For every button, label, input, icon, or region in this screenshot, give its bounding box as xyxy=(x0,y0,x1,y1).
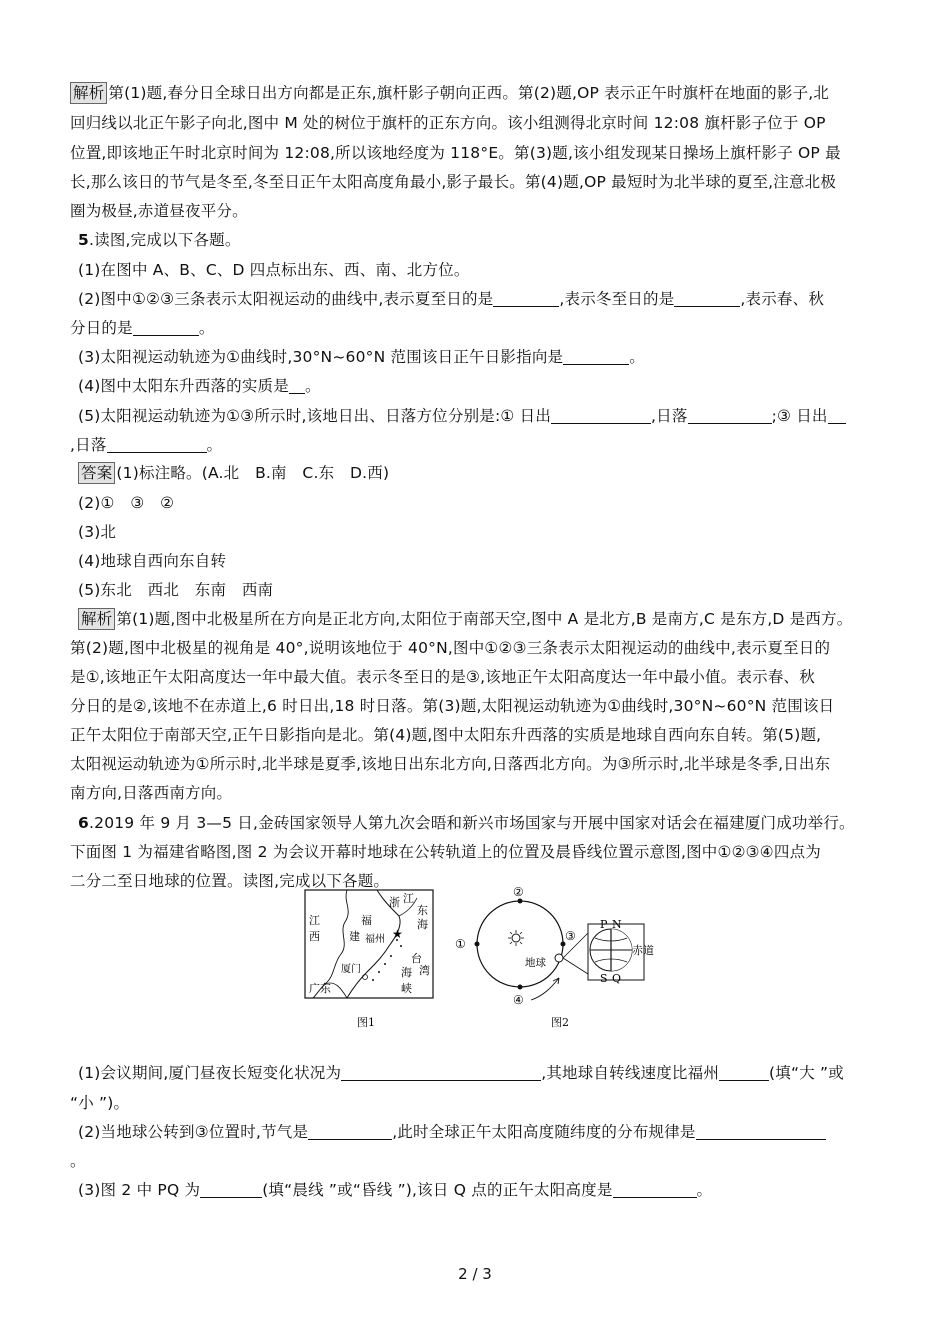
svg-text:①: ① xyxy=(455,937,466,951)
svg-text:地球: 地球 xyxy=(525,957,546,969)
analysis-line: 圈为极昼,赤道昼夜平分。 xyxy=(70,202,248,220)
question-6-part-2: (2)当地球公转到③位置时,节气是 ,此时全球正午太阳高度随纬度的分布规律是 xyxy=(78,1117,898,1147)
answer-blank[interactable] xyxy=(563,346,629,365)
answer-blank[interactable] xyxy=(107,434,207,453)
question-6-part-1-cont: “小 ”)。 xyxy=(70,1094,130,1112)
answer-tag: 答案 xyxy=(78,462,115,484)
sun-icon xyxy=(512,934,520,942)
answer-blank[interactable] xyxy=(493,288,559,307)
answer-blank[interactable] xyxy=(133,317,199,336)
svg-text:浙: 浙 xyxy=(389,896,400,909)
answer-blank[interactable] xyxy=(828,405,846,424)
earth-marker xyxy=(555,954,563,962)
svg-text:赤道: 赤道 xyxy=(632,944,654,957)
analysis-5-line: 是①,该地正午太阳高度达一年中最大值。表示冬至日的是③,该地正午太阳高度达一年中最小值。表示春、秋 xyxy=(70,668,815,686)
answer-5-line-4: (4)地球自西向东自转 xyxy=(78,552,227,570)
answer-blank[interactable] xyxy=(674,288,740,307)
svg-text:湾: 湾 xyxy=(419,964,430,977)
svg-text:广东: 广东 xyxy=(309,982,331,995)
analysis-line: 位置,即该地正午时北京时间为 12:08,所以该地经度为 118°E。第(3)题,该小组发现某日操场上旗杆影子 OP 最 xyxy=(70,144,841,162)
orbit-direction-arrow xyxy=(531,978,559,1000)
svg-text:西: 西 xyxy=(309,930,320,943)
figure-1-fujian-map xyxy=(305,890,433,1029)
question-6-part-1: (1)会议期间,厦门昼夜长短变化状况为 ,其地球自转线速度比福州 (填“大 ”或 xyxy=(78,1064,844,1082)
page-number: 2 / 3 xyxy=(458,1265,492,1283)
answer-5-line-1: 答案 (1)标注略。(A.北 B.南 C.东 D.西) xyxy=(78,458,898,488)
question-5-part-3: (3)太阳视运动轨迹为①曲线时,30°N~60°N 范围该日正午日影指向是 。 xyxy=(78,348,645,366)
svg-text:台: 台 xyxy=(411,952,422,965)
analysis-5-line: 分日的是②,该地不在赤道上,6 时日出,18 时日落。第(3)题,太阳视运动轨迹为①曲线时,30°N~60°N 范围该日 xyxy=(70,697,835,715)
question-6-figures xyxy=(295,880,675,1040)
svg-text:建: 建 xyxy=(349,930,360,943)
svg-text:P: P xyxy=(600,918,608,931)
answer-5-line-3: (3)北 xyxy=(78,523,117,541)
answer-blank[interactable] xyxy=(341,1062,541,1081)
question-6-stem-line: 二分二至日地球的位置。读图,完成以下各题。 xyxy=(70,872,390,890)
figure-2-caption: 图2 xyxy=(551,1016,569,1029)
analysis-5-line: 解析 第(1)题,图中北极星所在方向是正北方向,太阳位于南部天空,图中 A 是北方,B 是南方,C 是东方,D 是西方。 xyxy=(78,604,898,634)
svg-text:江: 江 xyxy=(309,914,320,927)
answer-blank[interactable] xyxy=(200,1179,262,1198)
svg-text:③: ③ xyxy=(565,929,576,943)
answer-blank[interactable] xyxy=(696,1121,826,1140)
question-6-part-2-cont: 。 xyxy=(70,1152,86,1170)
answer-blank[interactable] xyxy=(613,1179,697,1198)
analysis-tag: 解析 xyxy=(78,608,115,630)
svg-text:②: ② xyxy=(513,885,524,899)
answer-blank[interactable] xyxy=(308,1121,392,1140)
svg-text:峡: 峡 xyxy=(401,982,412,995)
svg-text:S: S xyxy=(600,972,608,985)
svg-text:福州: 福州 xyxy=(365,934,385,945)
svg-text:海: 海 xyxy=(401,966,412,979)
question-6-part-3: (3)图 2 中 PQ 为 (填“晨线 ”或“昏线 ”),该日 Q 点的正午太阳高度是 。 xyxy=(78,1181,713,1199)
analysis-5-line: 第(2)题,图中北极星的视角是 40°,说明该地位于 40°N,图中①②③三条表示太阳视运动的曲线中,表示夏至日的 xyxy=(70,639,831,657)
figure-1-caption: 图1 xyxy=(357,1016,375,1029)
analysis-line: 回归线以北正午影子向北,图中 M 处的树位于旗杆的正东方向。该小组测得北京时间 12:08 旗杆影子位于 OP xyxy=(70,114,826,132)
analysis-5-line: 南方向,日落西南方向。 xyxy=(70,784,233,802)
question-5-part-4: (4)图中太阳东升西落的实质是 。 xyxy=(78,377,321,395)
analysis-5-line: 太阳视运动轨迹为①所示时,北半球是夏季,该地日出东北方向,日落西北方向。为③所示时,北半球是冬季,日出东 xyxy=(70,755,831,773)
svg-text:Q: Q xyxy=(612,972,622,985)
answer-blank[interactable] xyxy=(289,375,305,394)
answer-5-line-5: (5)东北 西北 东南 西南 xyxy=(78,581,274,599)
question-6-stem-line: 下面图 1 为福建省略图,图 2 为会议开幕时地球在公转轨道上的位置及晨昏线位置示意图,图中①②③④四点为 xyxy=(70,843,821,861)
figure-2-orbit xyxy=(455,885,654,1029)
xiamen-marker xyxy=(363,975,368,980)
svg-text:厦门: 厦门 xyxy=(341,964,361,975)
orbit xyxy=(477,901,563,987)
analysis-tag: 解析 xyxy=(70,82,107,104)
question-5-part-1: (1)在图中 A、B、C、D 四点标出东、西、南、北方位。 xyxy=(78,261,470,279)
question-5-part-5: (5)太阳视运动轨迹为①③所示时,该地日出、日落方位分别是:① 日出 ,日落 ;③ 日出 xyxy=(78,401,898,431)
svg-text:海: 海 xyxy=(417,918,428,931)
answer-5-line-2: (2)① ③ ② xyxy=(78,494,175,512)
question-5-part-2-cont: 分日的是 。 xyxy=(70,319,215,337)
svg-text:福: 福 xyxy=(361,914,372,927)
analysis-line: 解析 第(1)题,春分日全球日出方向都是正东,旗杆影子朝向正西。第(2)题,OP 表示正午时旗杆在地面的影子,北 xyxy=(70,78,890,108)
answer-blank[interactable] xyxy=(719,1062,769,1081)
answer-blank[interactable] xyxy=(688,405,772,424)
fuzhou-star-icon: ★ xyxy=(392,927,403,941)
svg-text:④: ④ xyxy=(513,993,524,1007)
svg-text:江: 江 xyxy=(403,892,414,905)
svg-text:东: 东 xyxy=(417,904,428,917)
question-6-stem: 6.2019 年 9 月 3—5 日,金砖国家领导人第九次会晤和新兴市场国家与开展中国家对话会在福建厦门成功举行。 xyxy=(78,814,855,832)
analysis-line: 长,那么该日的节气是冬至,冬至日正午太阳高度角最小,影子最长。第(4)题,OP 最短时为北半球的夏至,注意北极 xyxy=(70,173,837,191)
question-5-stem: 5.读图,完成以下各题。 xyxy=(78,231,241,249)
question-5-part-2: (2)图中①②③三条表示太阳视运动的曲线中,表示夏至日的是 ,表示冬至日的是 ,表示春、秋 xyxy=(78,290,825,308)
analysis-5-line: 正午太阳位于南部天空,正午日影指向是北。第(4)题,图中太阳东升西落的实质是地球自西向东自转。第(5)题, xyxy=(70,726,822,744)
question-5-part-5-cont: ,日落 。 xyxy=(70,436,223,454)
answer-blank[interactable] xyxy=(551,405,651,424)
svg-text:N: N xyxy=(612,918,622,931)
